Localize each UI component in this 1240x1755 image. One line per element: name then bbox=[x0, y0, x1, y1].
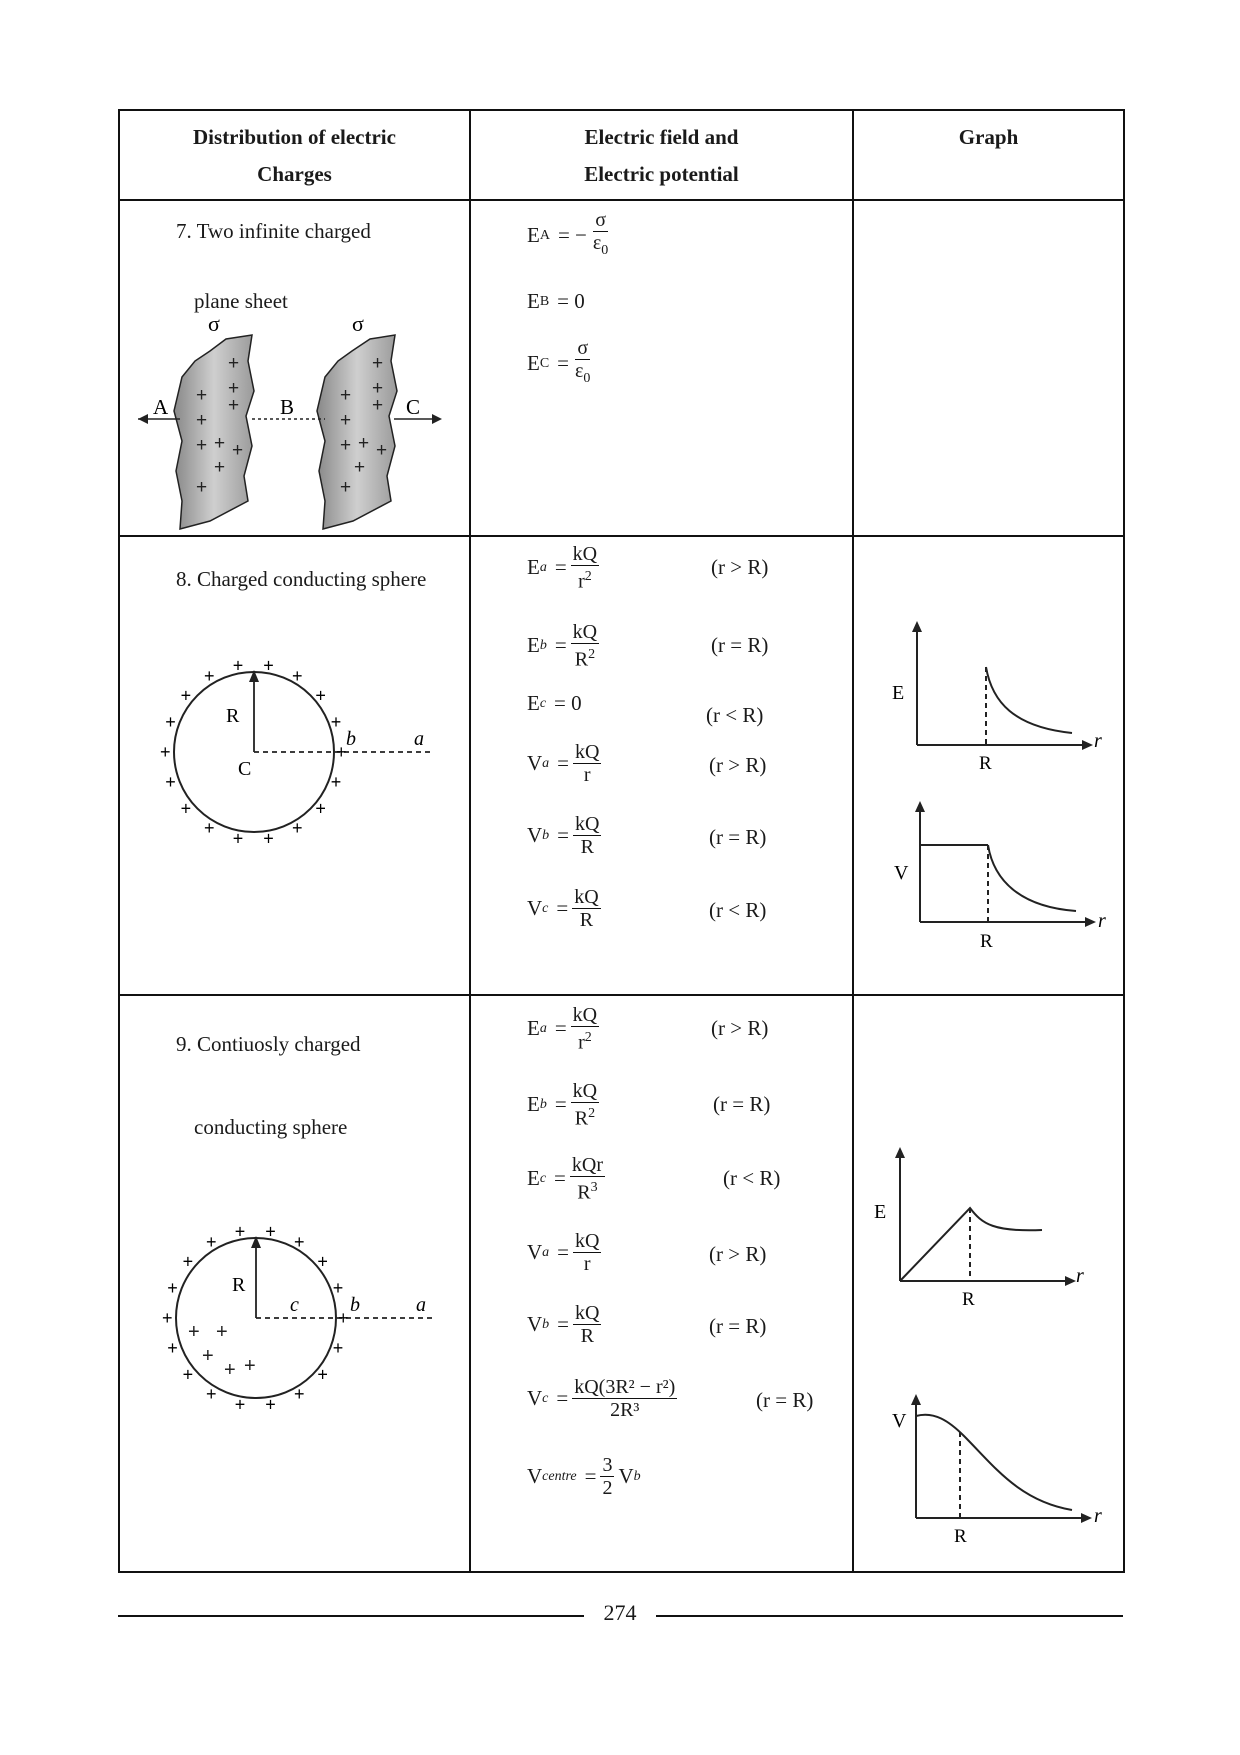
point-c-label-9: c bbox=[290, 1294, 299, 1316]
plus-charge: + bbox=[232, 655, 244, 676]
eq-frac bbox=[600, 1454, 614, 1499]
v-vs-r-graph-9 bbox=[892, 1394, 1102, 1547]
eq-num: kQ bbox=[572, 621, 598, 643]
row8-cond-3: (r > R) bbox=[709, 753, 767, 777]
row-9 bbox=[119, 995, 1124, 1572]
eq-num: kQ bbox=[572, 543, 598, 565]
row7-title-line2: plane sheet bbox=[194, 289, 288, 313]
plus-charge: + bbox=[332, 1277, 344, 1298]
eq-den: r bbox=[583, 1253, 591, 1275]
eq-equals: = bbox=[557, 751, 570, 775]
eq-lhs: V bbox=[527, 751, 543, 775]
row9-distribution bbox=[119, 995, 470, 1572]
svg-text:+: + bbox=[228, 353, 240, 374]
eq-sub: c bbox=[539, 695, 547, 711]
row9-cond-0: (r > R) bbox=[711, 1016, 769, 1040]
eq-lhs: V bbox=[527, 823, 543, 847]
sigma-right-label: σ bbox=[352, 311, 364, 336]
eq-tail-sub: b bbox=[633, 1468, 641, 1484]
eq-den: 2 bbox=[602, 1477, 613, 1499]
eq-EC-sub: C bbox=[539, 355, 550, 371]
svg-text:+: + bbox=[376, 440, 388, 461]
row9-cond-2: (r < R) bbox=[723, 1166, 781, 1190]
eq-EA-lhs: E bbox=[527, 223, 540, 247]
eq-sub: b bbox=[542, 1316, 550, 1332]
svg-text:+: + bbox=[214, 433, 226, 454]
eq-sub: c bbox=[539, 1170, 547, 1186]
eq-equals: = bbox=[556, 1386, 569, 1410]
svg-text:+: + bbox=[216, 1321, 228, 1343]
v-curve-8 bbox=[988, 845, 1076, 911]
plus-charge: + bbox=[294, 1231, 305, 1252]
eq-frac bbox=[571, 543, 599, 593]
row-8 bbox=[119, 536, 1124, 995]
eq-EA-sign: = − bbox=[557, 223, 587, 247]
row7-distribution bbox=[119, 200, 470, 536]
plus-charge: + bbox=[180, 798, 192, 819]
plus-charge: + bbox=[292, 665, 303, 686]
svg-text:+: + bbox=[340, 435, 352, 456]
eq-EB-sub: B bbox=[539, 293, 550, 309]
row7-graph bbox=[853, 200, 1124, 536]
eq-sub: c bbox=[542, 900, 549, 916]
eq-sub: b bbox=[542, 827, 550, 843]
plus-charge: + bbox=[234, 1394, 246, 1415]
eq-lhs: E bbox=[527, 555, 540, 580]
svg-text:+: + bbox=[214, 457, 226, 478]
eq-equals: = bbox=[554, 1016, 567, 1041]
svg-text:+: + bbox=[354, 457, 366, 478]
eq-lhs: E bbox=[527, 1166, 540, 1191]
eq-sub: a bbox=[539, 1020, 547, 1036]
svg-text:+: + bbox=[372, 353, 384, 374]
eq-sub: c bbox=[542, 1390, 549, 1406]
eq-frac bbox=[572, 886, 600, 931]
row9-title-line1: 9. Contiuosly charged bbox=[176, 1032, 361, 1056]
svg-text:+: + bbox=[196, 435, 208, 456]
row8-distribution bbox=[119, 536, 470, 995]
eq-den: 2R³ bbox=[610, 1399, 640, 1421]
region-c-label: C bbox=[406, 395, 421, 419]
plus-charge: + bbox=[317, 1364, 328, 1385]
eq-equals: = bbox=[584, 1464, 597, 1488]
plus-charge: + bbox=[315, 685, 326, 706]
eq-EB bbox=[527, 289, 585, 314]
eq-num: kQ bbox=[575, 1230, 600, 1252]
eq-den: R bbox=[577, 1181, 591, 1204]
region-a-label: A bbox=[153, 395, 169, 419]
row9-cond-1: (r = R) bbox=[713, 1092, 771, 1116]
r-tick-e8: R bbox=[979, 753, 992, 774]
svg-text:+: + bbox=[196, 385, 208, 406]
row8-cond-4: (r = R) bbox=[709, 825, 767, 849]
eq-EA-den-sub: 0 bbox=[601, 243, 609, 258]
eq-lhs: E bbox=[527, 691, 540, 715]
eq-equals: = bbox=[554, 1166, 566, 1191]
row9-title-line2: conducting sphere bbox=[194, 1115, 348, 1139]
eq-den: R bbox=[574, 648, 589, 671]
eq-EB-lhs: E bbox=[527, 289, 540, 313]
eq-lhs: V bbox=[527, 1240, 543, 1264]
r-axis-label-v9: r bbox=[1094, 1505, 1102, 1527]
eq-rhs: = 0 bbox=[554, 691, 582, 715]
row8-cond-0: (r > R) bbox=[711, 555, 769, 579]
eq-lhs: V bbox=[527, 1386, 543, 1410]
r-axis-label-v8: r bbox=[1098, 910, 1106, 932]
radius-label-8: R bbox=[226, 705, 240, 727]
eq-num: kQ bbox=[575, 741, 600, 763]
r-tick-e9: R bbox=[962, 1289, 975, 1310]
r-tick-v8: R bbox=[980, 931, 993, 952]
row-7 bbox=[119, 200, 1124, 536]
plus-charge: + bbox=[204, 665, 215, 686]
eq-den: R bbox=[579, 909, 594, 931]
header-distribution-line1: Distribution of electric bbox=[193, 125, 396, 149]
footer-rule-right bbox=[656, 1615, 1123, 1617]
plus-charge: + bbox=[182, 1364, 194, 1385]
plus-charge: + bbox=[330, 711, 342, 732]
row7-equations bbox=[470, 200, 853, 536]
eq-den: R bbox=[580, 836, 594, 858]
eq-equals: = bbox=[557, 1312, 570, 1336]
plus-charge: + bbox=[160, 742, 171, 762]
header-field-potential bbox=[470, 110, 853, 200]
plus-charge: + bbox=[180, 685, 192, 706]
plus-charge: + bbox=[330, 772, 342, 793]
eq-den-sup: 2 bbox=[584, 1030, 592, 1045]
physics-table bbox=[118, 109, 1125, 1573]
eq-EC-sign: = bbox=[557, 351, 570, 375]
left-sheet bbox=[174, 335, 254, 529]
svg-text:+: + bbox=[358, 433, 370, 454]
row7-title-line1: 7. Two infinite charged bbox=[176, 219, 371, 243]
header-field-line1: Electric field and bbox=[584, 125, 739, 149]
plus-charge: + bbox=[338, 1308, 349, 1328]
two-sheets-diagram bbox=[120, 201, 471, 535]
eq-num: kQ bbox=[572, 1004, 598, 1026]
eq-lhs: V bbox=[527, 1312, 543, 1336]
plus-charge: + bbox=[317, 1251, 328, 1272]
plus-charge: + bbox=[162, 1308, 173, 1328]
eq-equals: = bbox=[554, 1092, 567, 1117]
plus-charge: + bbox=[232, 828, 244, 849]
svg-text:+: + bbox=[228, 395, 240, 416]
svg-text:+: + bbox=[244, 1355, 256, 1377]
eq-lhs: V bbox=[527, 1464, 543, 1488]
eq-EC-frac bbox=[573, 337, 592, 390]
centre-label-8: C bbox=[238, 758, 252, 780]
plus-charge: + bbox=[182, 1251, 194, 1272]
sphere-diagram-9 bbox=[120, 996, 471, 1571]
row9-eq-Vc bbox=[527, 1376, 681, 1421]
e-curve-8 bbox=[986, 667, 1072, 733]
row9-eq-Eb bbox=[527, 1080, 603, 1130]
plus-charge: + bbox=[315, 798, 326, 819]
v-axis-label-8: V bbox=[894, 862, 909, 884]
row8-equations bbox=[470, 536, 853, 995]
eq-EA-num: σ bbox=[595, 209, 606, 231]
header-row bbox=[119, 110, 1124, 200]
svg-text:+: + bbox=[196, 410, 208, 431]
svg-text:+: + bbox=[372, 378, 384, 399]
plus-charge: + bbox=[206, 1384, 217, 1405]
row9-eq-Ec bbox=[527, 1154, 609, 1204]
row9-eq-Ea bbox=[527, 1004, 603, 1054]
page-number: 274 bbox=[603, 1600, 637, 1625]
eq-den: r bbox=[578, 1031, 585, 1054]
eq-den-sup: 2 bbox=[584, 569, 592, 584]
header-distribution-line2: Charges bbox=[257, 162, 332, 186]
header-distribution bbox=[119, 110, 470, 200]
radius-label-9: R bbox=[232, 1274, 246, 1296]
header-graph bbox=[853, 110, 1124, 200]
eq-EC-den-sub: 0 bbox=[583, 371, 591, 386]
eq-lhs: E bbox=[527, 1092, 540, 1117]
eq-sub: a bbox=[542, 1244, 550, 1260]
eq-equals: = bbox=[557, 823, 570, 847]
eq-num: kQr bbox=[571, 1154, 603, 1176]
eq-lhs: E bbox=[527, 1016, 540, 1041]
plus-charge: + bbox=[265, 1221, 276, 1242]
eq-EC-num: σ bbox=[577, 337, 589, 359]
e-vs-r-graph-8 bbox=[892, 621, 1102, 774]
point-a-label-9: a bbox=[416, 1294, 426, 1316]
eq-frac bbox=[570, 1154, 605, 1204]
eq-den: R bbox=[580, 1325, 594, 1347]
eq-tail: V bbox=[618, 1464, 634, 1488]
plus-charge: + bbox=[167, 1338, 178, 1359]
eq-EA bbox=[527, 209, 614, 262]
row8-eq-Ec bbox=[527, 691, 582, 716]
eq-den-sup: 2 bbox=[588, 1106, 596, 1121]
plus-charge: + bbox=[294, 1384, 305, 1405]
plus-charge: + bbox=[263, 655, 274, 676]
row8-cond-5: (r < R) bbox=[709, 898, 767, 922]
svg-text:+: + bbox=[232, 440, 244, 461]
v-axis-label-9: V bbox=[892, 1410, 907, 1432]
plus-charge: + bbox=[204, 818, 215, 839]
row9-graphs bbox=[853, 995, 1124, 1572]
sphere-diagram-8 bbox=[120, 537, 471, 994]
plus-charge: + bbox=[234, 1221, 246, 1242]
eq-frac bbox=[573, 741, 601, 786]
row9-equations bbox=[470, 995, 853, 1572]
e-axis-label-9: E bbox=[874, 1201, 887, 1223]
row9-eq-Vcentre bbox=[527, 1454, 641, 1499]
plus-charge: + bbox=[206, 1231, 217, 1252]
row8-graph-svg bbox=[854, 537, 1125, 994]
eq-sub: a bbox=[539, 559, 547, 575]
row8-eq-Vb bbox=[527, 813, 605, 858]
eq-frac bbox=[573, 1230, 601, 1275]
e-axis-label-8: E bbox=[892, 682, 905, 704]
svg-text:+: + bbox=[188, 1321, 200, 1343]
eq-frac bbox=[573, 1302, 601, 1347]
r-axis-label-e9: r bbox=[1076, 1265, 1084, 1287]
plus-charge: + bbox=[263, 828, 274, 849]
eq-EC bbox=[527, 337, 596, 390]
eq-sub: b bbox=[539, 1096, 547, 1112]
eq-frac bbox=[571, 621, 599, 671]
header-field-line2: Electric potential bbox=[584, 162, 739, 186]
plus-charge: + bbox=[167, 1277, 178, 1298]
r-axis-label-e8: r bbox=[1094, 730, 1102, 752]
eq-num: kQ bbox=[575, 1302, 600, 1324]
eq-num: kQ(3R² − r²) bbox=[574, 1376, 676, 1398]
row8-eq-Ea bbox=[527, 543, 603, 593]
eq-num: kQ bbox=[572, 1080, 598, 1102]
eq-sub: a bbox=[542, 755, 550, 771]
svg-text:+: + bbox=[340, 385, 352, 406]
eq-den: r bbox=[583, 764, 591, 786]
eq-equals: = bbox=[557, 1240, 570, 1264]
row9-graph-svg bbox=[854, 996, 1125, 1571]
plus-charge: + bbox=[165, 772, 176, 793]
row8-eq-Va bbox=[527, 741, 605, 786]
eq-frac bbox=[573, 813, 601, 858]
svg-text:+: + bbox=[228, 378, 240, 399]
eq-lhs: V bbox=[527, 896, 543, 920]
row9-eq-Vb bbox=[527, 1302, 605, 1347]
eq-frac bbox=[571, 1080, 599, 1130]
eq-den: R bbox=[574, 1107, 589, 1130]
svg-text:+: + bbox=[224, 1359, 236, 1381]
eq-lhs: E bbox=[527, 633, 540, 658]
point-b-label-8: b bbox=[346, 728, 356, 750]
right-sheet bbox=[317, 335, 397, 529]
plus-charge: + bbox=[332, 1338, 344, 1359]
e-vs-r-graph-9 bbox=[874, 1147, 1084, 1310]
svg-text:+: + bbox=[202, 1345, 214, 1367]
r-tick-v9: R bbox=[954, 1526, 967, 1547]
eq-sub: centre bbox=[542, 1468, 577, 1484]
header-graph-label: Graph bbox=[958, 125, 1019, 149]
v-vs-r-graph-8 bbox=[894, 801, 1106, 952]
svg-text:+: + bbox=[340, 477, 352, 498]
sigma-left-label: σ bbox=[208, 311, 220, 336]
row8-graphs bbox=[853, 536, 1124, 995]
row8-title: 8. Charged conducting sphere bbox=[176, 567, 427, 591]
eq-EA-den: ε bbox=[592, 232, 602, 254]
v-curve-9 bbox=[916, 1415, 1072, 1510]
plus-charge: + bbox=[292, 818, 303, 839]
footer-rule-left bbox=[118, 1615, 584, 1617]
eq-num: kQ bbox=[574, 886, 599, 908]
eq-num: kQ bbox=[575, 813, 600, 835]
eq-equals: = bbox=[554, 633, 567, 658]
eq-num: 3 bbox=[602, 1454, 613, 1476]
eq-EA-frac bbox=[591, 209, 610, 262]
eq-den-sup: 2 bbox=[588, 647, 596, 662]
svg-text:+: + bbox=[372, 395, 384, 416]
eq-equals: = bbox=[554, 555, 567, 580]
plus-charge: + bbox=[165, 711, 176, 732]
point-b-label-9: b bbox=[350, 1294, 360, 1316]
row9-eq-Va bbox=[527, 1230, 605, 1275]
row9-cond-5: (r = R) bbox=[756, 1388, 814, 1412]
row8-cond-1: (r = R) bbox=[711, 633, 769, 657]
row8-cond-2: (r < R) bbox=[706, 703, 764, 727]
eq-EC-lhs: E bbox=[527, 351, 540, 375]
eq-frac bbox=[572, 1376, 677, 1421]
row9-cond-3: (r > R) bbox=[709, 1242, 767, 1266]
eq-frac bbox=[571, 1004, 599, 1054]
eq-EA-sub: A bbox=[539, 227, 550, 243]
row8-eq-Vc bbox=[527, 886, 605, 931]
eq-den: r bbox=[578, 570, 585, 593]
svg-text:+: + bbox=[340, 410, 352, 431]
region-b-label: B bbox=[280, 395, 295, 419]
eq-EC-den: ε bbox=[575, 360, 584, 382]
eq-sub: b bbox=[539, 637, 547, 653]
row9-cond-4: (r = R) bbox=[709, 1314, 767, 1338]
eq-den-sup: 3 bbox=[590, 1180, 598, 1195]
eq-EB-rhs: = 0 bbox=[557, 289, 585, 313]
point-a-label-8: a bbox=[414, 728, 424, 750]
eq-equals: = bbox=[556, 896, 569, 920]
row8-eq-Eb bbox=[527, 621, 603, 671]
plus-charge: + bbox=[265, 1394, 276, 1415]
svg-text:+: + bbox=[196, 477, 208, 498]
plus-charge: + bbox=[336, 742, 347, 762]
